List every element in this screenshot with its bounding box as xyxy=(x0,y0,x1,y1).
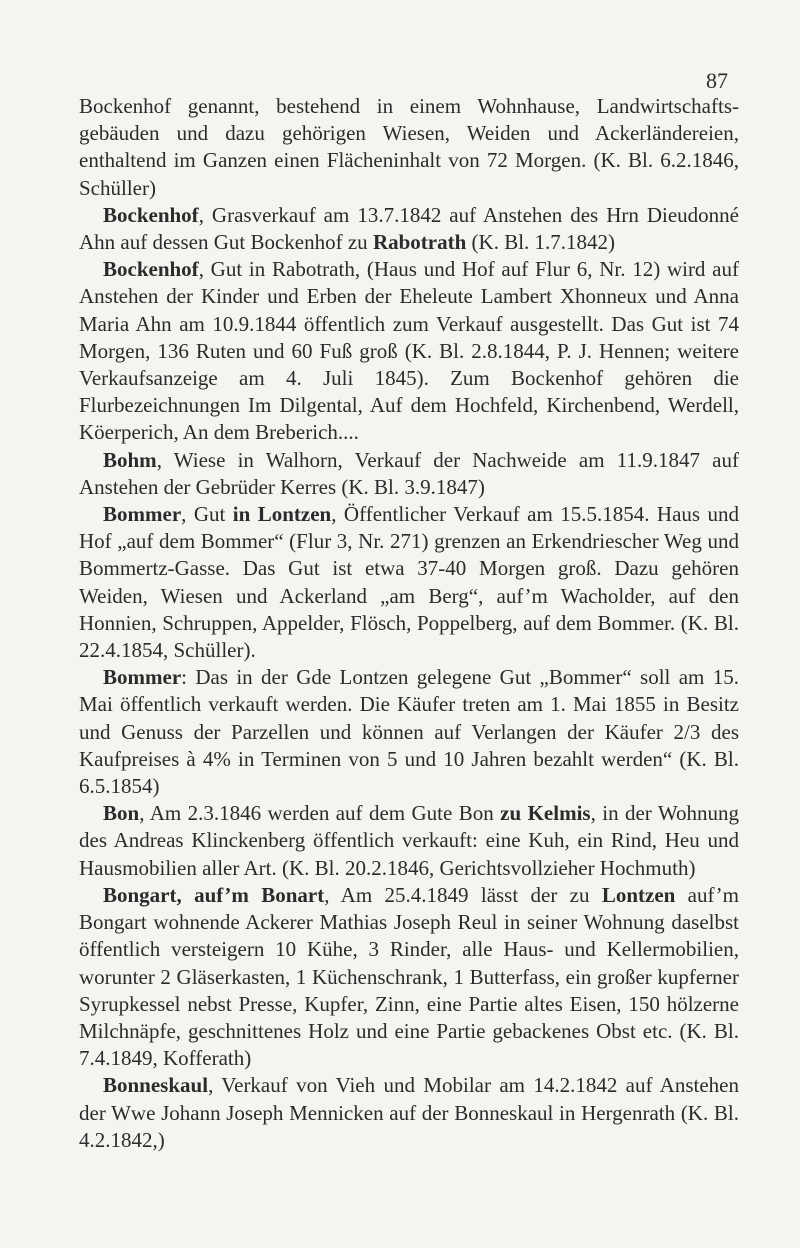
entry-text: , in der Wohnung des Andreas Klinckenberg öffentlich verkauft: eine Kuh, ein Rind, Heu und Hausmobilien aller Art. (K. Bl. 20.2.1846, Gerichtsvollzieher Hochmuth) xyxy=(79,801,739,880)
entry xyxy=(79,447,739,501)
entry xyxy=(79,664,739,800)
entry-keyword: Bockenhof xyxy=(103,257,199,282)
page-number: 87 xyxy=(706,68,728,93)
entry-text: (K. Bl. 1.7.1842) xyxy=(466,230,616,255)
entry-text: : Das in der Gde Lontzen gelegene Gut „Bommer“ soll am 15. Mai öffentlich verkauft werden. Die Käufer treten am 1. Mai 1855 in Besitz und Genuss der Parzellen und können auf Verlangen der Käufer 2/3 des Kaufpreises à 4% in Terminen von 5 und 10 Jahren bezahlt werden“ (K. Bl. 6.5.1854) xyxy=(79,665,739,799)
entry-keyword: Bongart, auf’m Bonart xyxy=(103,882,325,907)
entry-text: , Gut xyxy=(181,502,233,527)
entry xyxy=(79,202,739,256)
entry-keyword: Bommer xyxy=(103,665,182,690)
entry xyxy=(79,800,739,882)
entry-text: , Am 2.3.1846 werden auf dem Gute Bon xyxy=(139,801,501,826)
entry-text: , Grasverkauf am 13.7.1842 auf Anstehen des Hrn Dieudonné Ahn auf dessen Gut Bockenhof zu xyxy=(79,202,739,255)
entry-keyword: in Lontzen xyxy=(232,502,332,527)
entry-keyword: zu Kelmis xyxy=(500,801,591,826)
entry-text: Bockenhof genannt, bestehend in einem Wohnhause, Landwirtschaftsgebäuden und dazu gehörigen Wiesen, Weiden und Ackerländereien, enthaltend im Ganzen einen Flächeninhalt von 72 Morgen. (K. Bl. 6.2.1846, Schüller) xyxy=(79,94,739,200)
entry-keyword: Bohm xyxy=(103,447,157,472)
entry-text: , Öffentlicher Verkauf am 15.5.1854. Haus und Hof „auf dem Bommer“ (Flur 3, Nr. 271) grenzen an Erkendriescher Weg und Bommertz-Gasse. Das Gut ist etwa 37-40 Morgen groß. Dazu gehören Weiden, Wiesen und Ackerland „am Berg“, auf’m Wacholder, auf den Honnien, Schruppen, Appelder, Flösch, Poppelberg, auf dem Bommer. (K. Bl. 22.4.1854, Schüller). xyxy=(79,502,740,663)
entry-keyword: Lontzen xyxy=(601,882,676,907)
entry-text: , Gut in Rabotrath, (Haus und Hof auf Flur 6, Nr. 12) wird auf Anstehen der Kinder und Erben der Eheleute Lambert Xhonneux und Anna Maria Ahn am 10.9.1844 öffentlich zum Verkauf ausgestellt. Das Gut ist 74 Morgen, 136 Ruten und 60 Fuß groß (K. Bl. 2.8.1844, P. J. Hennen; weitere Verkaufsanzeige am 4. Juli 1845). Zum Bockenhof gehören die Flurbezeichnungen Im Dilgental, Auf dem Hochfeld, Kirchenbend, Werdell, Köerperich, An dem Breberich.... xyxy=(79,257,739,445)
entry-keyword: Bommer xyxy=(103,502,182,527)
entry-text: , Wiese in Walhorn, Verkauf der Nachweide am 11.9.1847 auf Anstehen der Gebrüder Kerres (K. Bl. 3.9.1847) xyxy=(79,447,739,499)
entry xyxy=(79,1072,739,1154)
entry-list xyxy=(79,93,739,1154)
entry xyxy=(79,882,739,1072)
entry-keyword: Rabotrath xyxy=(372,230,467,255)
entry-keyword: Bockenhof xyxy=(103,202,199,227)
entry xyxy=(79,256,739,446)
entry-text: auf’m Bongart wohnende Ackerer Mathias Joseph Reul in seiner Wohnung daselbst öffentlich versteigern 10 Kühe, 3 Rinder, alle Haus- und Kellermobilien, worunter 2 Gläserkasten, 1 Küchenschrank, 1 Butterfass, ein großer kupferner Syrupkessel nebst Presse, Kupfer, Zinn, eine Partie altes Eisen, 150 hölzerne Milchnäpfe, geschnittenes Holz und eine Partie gebackenes Obst etc. (K. Bl. 7.4.1849, Kofferath) xyxy=(79,882,739,1071)
entry-text: , Verkauf von Vieh und Mobilar am 14.2.1842 auf Anstehen der Wwe Johann Joseph Mennicken auf der Bonneskaul in Hergenrath (K. Bl. 4.2.1842,) xyxy=(79,1073,739,1152)
entry-text: , Am 25.4.1849 lässt der zu xyxy=(324,882,602,907)
entry xyxy=(79,501,739,664)
entry-keyword: Bonneskaul xyxy=(103,1073,209,1098)
entry xyxy=(79,93,739,202)
entry-keyword: Bon xyxy=(103,801,140,826)
